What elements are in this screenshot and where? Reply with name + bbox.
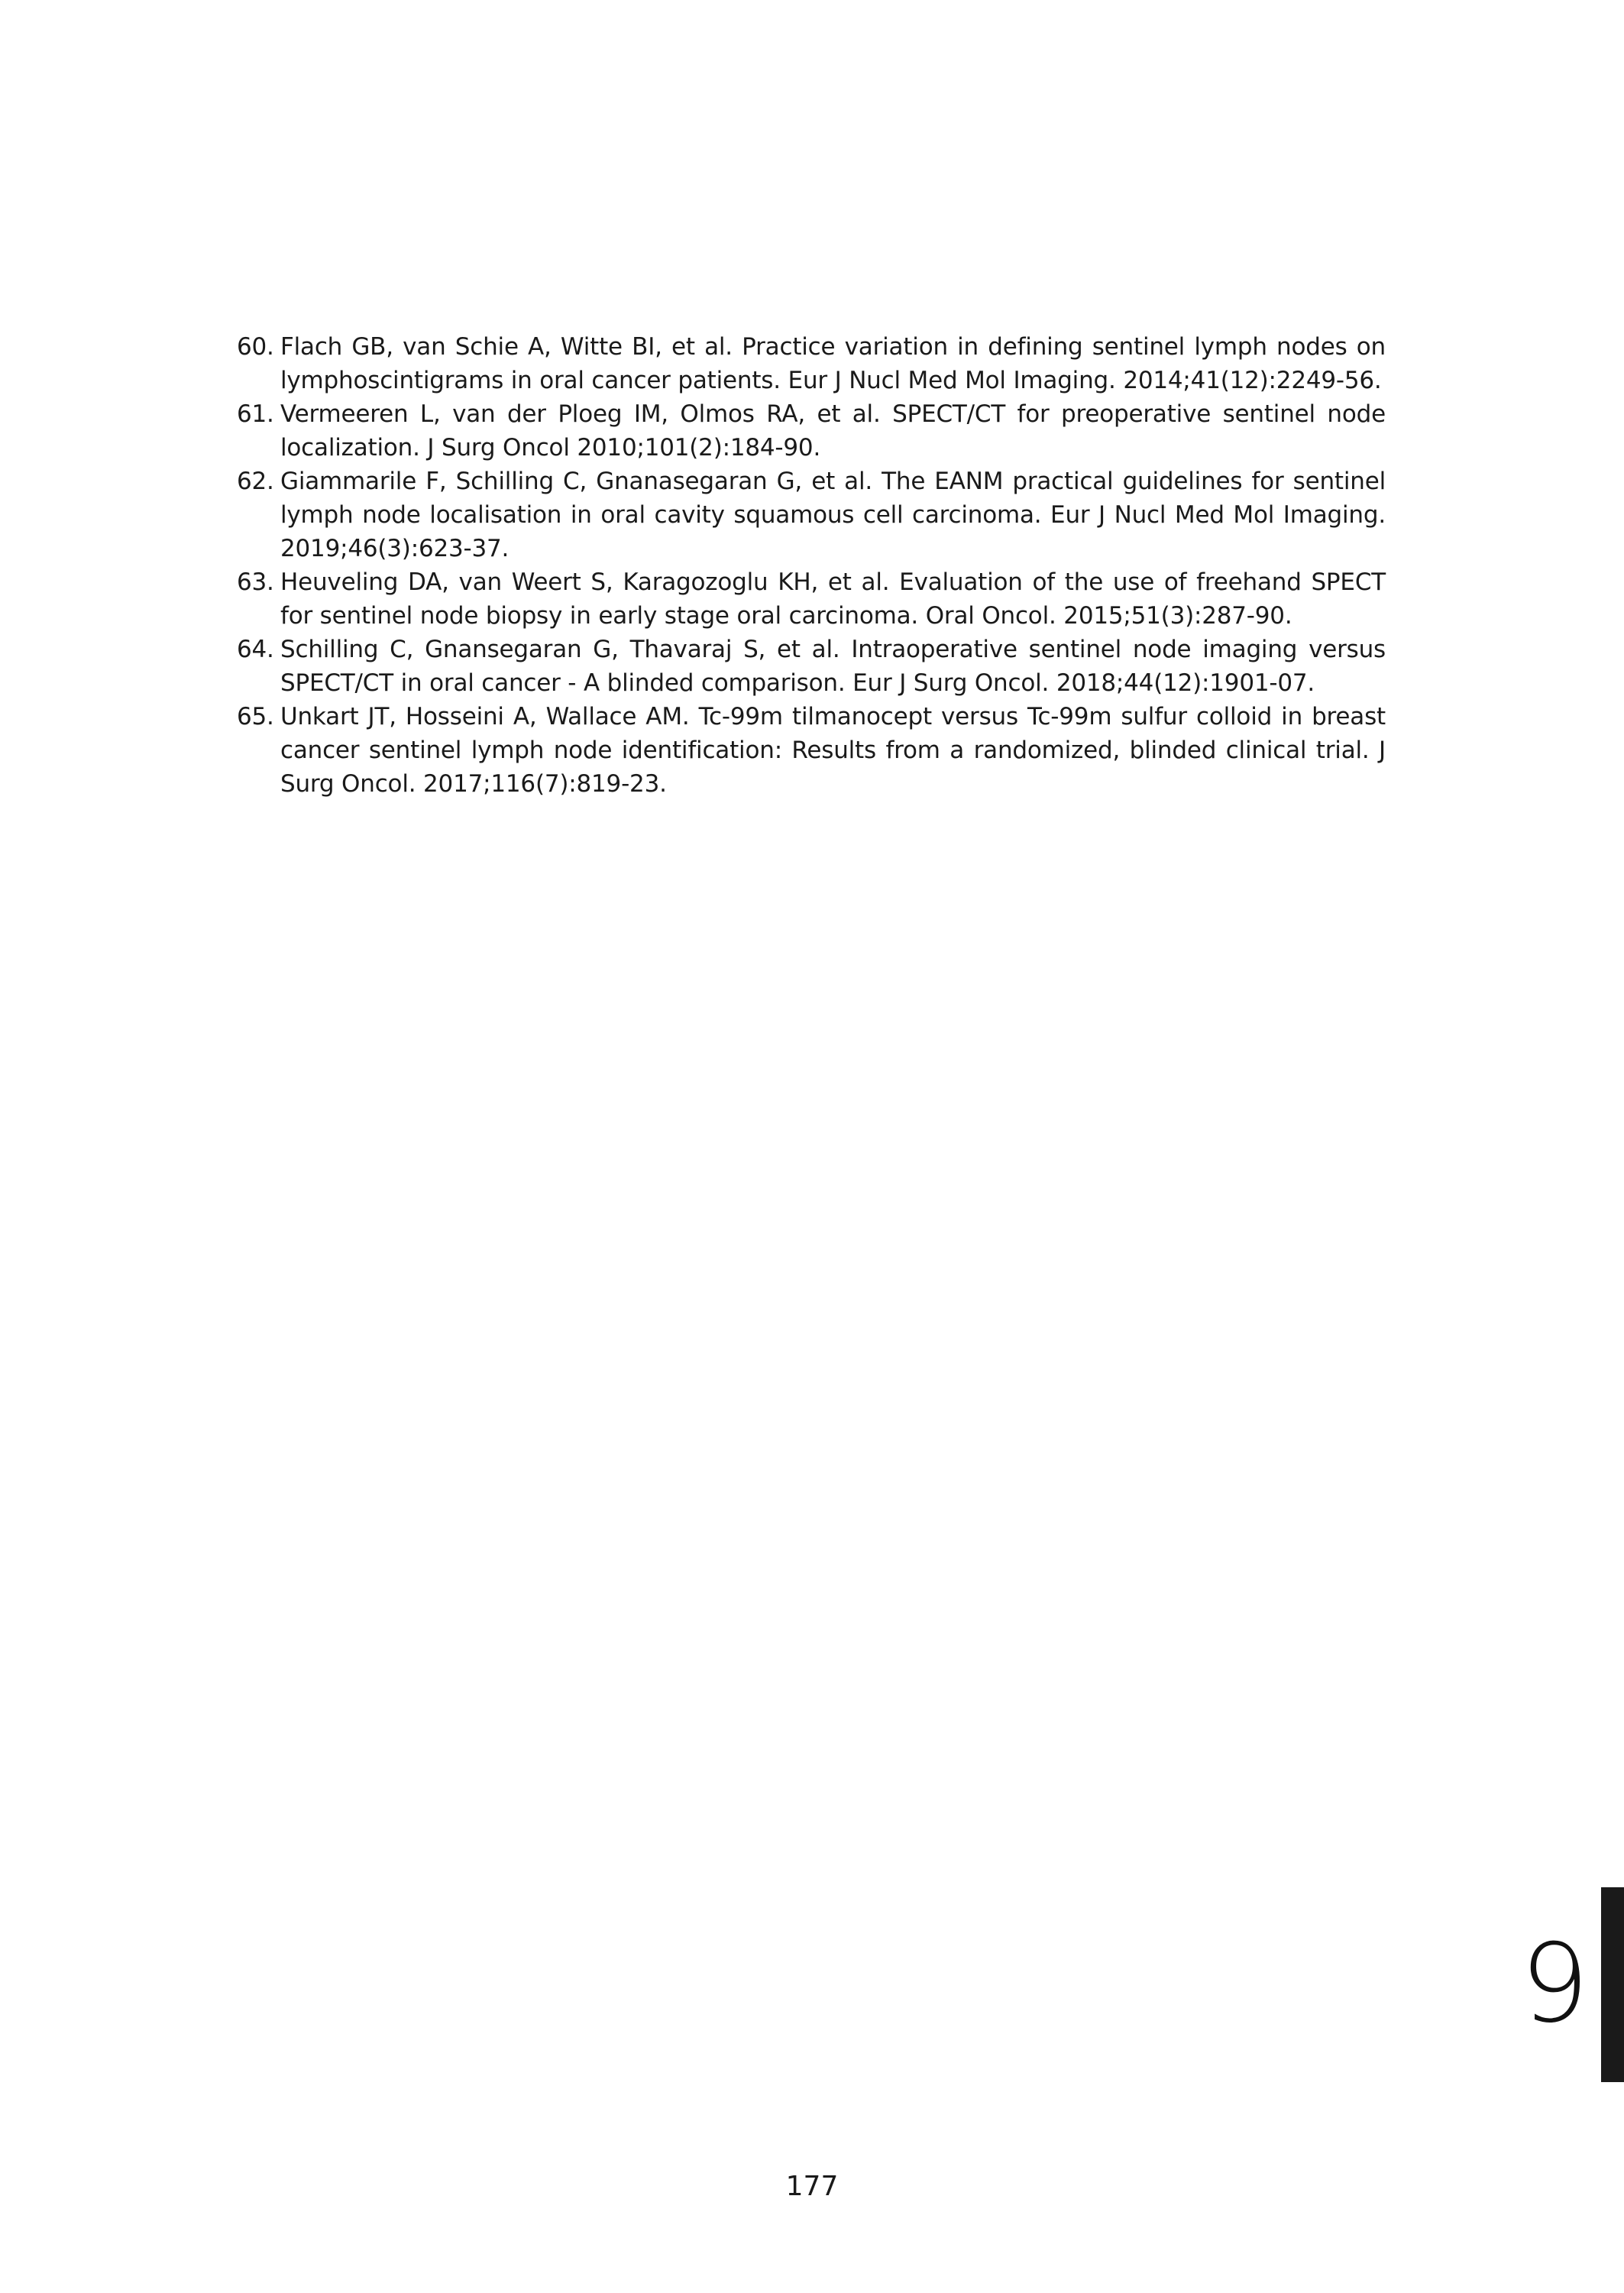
reference-text: Flach GB, van Schie A, Witte BI, et al. Practice variation in defining sentinel lymph nodes on lymphoscintigrams in oral cancer patients. Eur J Nucl Med Mol Imaging. 2014;41(12):2249-56. — [280, 333, 1386, 394]
reference-item — [229, 465, 1386, 565]
reference-text: Heuveling DA, van Weert S, Karagozoglu KH, et al. Evaluation of the use of freehand SPECT for sentinel node biopsy in early stage oral carcinoma. Oral Oncol. 2015;51(3):287-90. — [280, 568, 1386, 630]
chapter-tab-marker — [1601, 1887, 1624, 2082]
reference-item — [229, 700, 1386, 801]
reference-item — [229, 330, 1386, 397]
reference-number: 62. — [237, 468, 274, 495]
reference-text: Giammarile F, Schilling C, Gnanasegaran G, et al. The EANM practical guidelines for sentinel lymph node localisation in oral cavity squamous cell carcinoma. Eur J Nucl Med Mol Imaging. 2019;46(3):623-37. — [280, 468, 1386, 562]
reference-item — [229, 565, 1386, 633]
reference-item — [229, 633, 1386, 700]
reference-item — [229, 397, 1386, 465]
reference-list — [229, 330, 1386, 801]
reference-number: 63. — [237, 568, 274, 596]
page-number: 177 — [785, 2171, 839, 2202]
reference-number: 61. — [237, 400, 274, 428]
reference-text: Schilling C, Gnansegaran G, Thavaraj S, et al. Intraoperative sentinel node imaging versus SPECT/CT in oral cancer - A blinded comparison. Eur J Surg Oncol. 2018;44(12):1901-07. — [280, 636, 1386, 697]
reference-number: 65. — [237, 703, 274, 730]
reference-number: 60. — [237, 333, 274, 361]
reference-text: Vermeeren L, van der Ploeg IM, Olmos RA, et al. SPECT/CT for preoperative sentinel node localization. J Surg Oncol 2010;101(2):184-90. — [280, 400, 1386, 462]
reference-number: 64. — [237, 636, 274, 663]
chapter-number: 9 — [1520, 1921, 1590, 2047]
reference-text: Unkart JT, Hosseini A, Wallace AM. Tc-99m tilmanocept versus Tc-99m sulfur colloid in breast cancer sentinel lymph node identification: Results from a randomized, blinded clinical trial. J Surg Oncol. 2017;116(7):819-23. — [280, 703, 1386, 798]
